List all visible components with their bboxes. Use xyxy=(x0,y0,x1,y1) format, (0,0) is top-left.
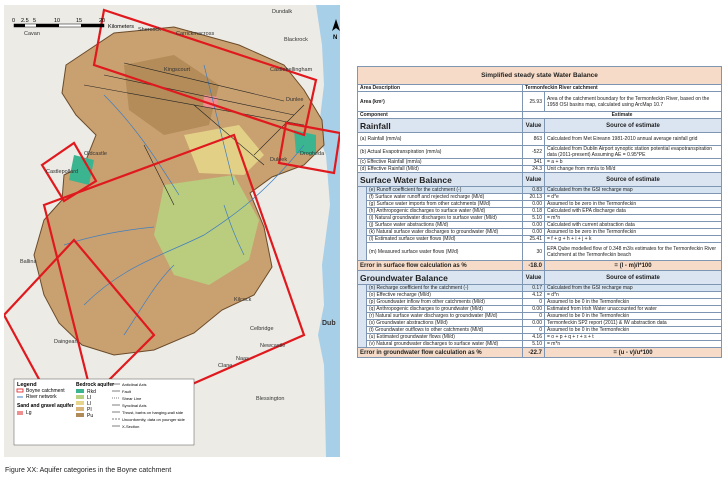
row-value: 0.00 xyxy=(523,201,545,208)
label-kilcock: Kilcock xyxy=(234,297,252,303)
legend-title: Legend xyxy=(17,382,37,388)
area-header: Area Description xyxy=(358,85,523,92)
figure-caption: Figure XX: Aquifer categories in the Boyne catchment xyxy=(5,467,172,474)
row-value: 0.00 xyxy=(523,320,545,327)
bedrock-item-pl: PI xyxy=(87,407,92,413)
line-item-2: Shear Line xyxy=(122,396,142,401)
row-label: (g) Surface water imports from other catchments (Ml/d) xyxy=(367,201,523,208)
catchment-name: Termonfeckin River catchment xyxy=(523,85,722,92)
side-label xyxy=(358,187,367,261)
row-source: Estimated from Irish Water unaccounted for water xyxy=(545,306,722,313)
row-label: (e) Runoff coefficient for the catchment (-) xyxy=(367,187,523,194)
table-title: Simplified steady state Water Balance xyxy=(358,67,722,85)
line-item-6: X-Section xyxy=(122,424,140,429)
section-title: Rainfall xyxy=(358,119,523,133)
row-value: 341 xyxy=(523,159,545,166)
error-value: -22.7 xyxy=(523,348,545,358)
row-value: 0.00 xyxy=(523,222,545,229)
label-oldcastle: Oldcastle xyxy=(84,151,107,157)
label-duleek: Duleek xyxy=(270,157,288,163)
map-legend xyxy=(14,379,194,445)
section-value-header: Value xyxy=(523,173,545,187)
scale-tick-5: 20 xyxy=(99,18,106,24)
error-formula: = (l - m)/l*100 xyxy=(545,261,722,271)
row-value: 4.16 xyxy=(523,334,545,341)
label-dundalk: Dundalk xyxy=(272,9,293,15)
line-item-0: Anticlinal Axis xyxy=(122,382,147,387)
row-source: = f + g + h + i + j + k xyxy=(545,236,722,243)
label-daingean: Daingean xyxy=(54,339,78,345)
row-value: 0 xyxy=(523,327,545,334)
row-label: (j) Surface water abstractions (Ml/d) xyxy=(367,222,523,229)
row-source: Calculated from the GSI recharge map xyxy=(545,187,722,194)
scale-tick-3: 10 xyxy=(54,18,61,24)
row-source: = d*n xyxy=(545,292,722,299)
label-kingscourt: Kingscourt xyxy=(164,67,190,73)
north-label: N xyxy=(333,35,338,41)
row-label: (d) Effective Rainfall (Ml/d) xyxy=(358,166,523,173)
section-source-header: Source of estimate xyxy=(545,271,722,285)
row-label: (n) Recharge coefficient for the catchment (-) xyxy=(367,285,523,292)
line-item-1: Fault xyxy=(122,389,131,394)
row-source: EPA Qube modelled flow of 0.348 m3/s estimates for the Termonfeckin River Catchment at the Termonfeckin beach xyxy=(545,243,722,261)
sand-title: Sand and gravel aquifer xyxy=(17,403,74,409)
error-label: Error in groundwater flow calculation as % xyxy=(358,348,523,358)
row-label: (f) Surface water runoff and rejected recharge (Ml/d) xyxy=(367,194,523,201)
row-value: 4.12 xyxy=(523,292,545,299)
scale-tick-2: 5 xyxy=(33,18,37,24)
sand-item-lg: Lg xyxy=(26,410,32,416)
section-source-header: Source of estimate xyxy=(545,173,722,187)
row-value: 0.83 xyxy=(523,187,545,194)
section-title: Groundwater Balance xyxy=(358,271,523,285)
label-naas: Naas xyxy=(236,356,249,362)
section-source-header: Source of estimate xyxy=(545,119,722,133)
label-blackrock: Blackrock xyxy=(284,37,308,43)
row-label: (a) Rainfall (mm/a) xyxy=(358,133,523,146)
scale-unit: Kilometers xyxy=(108,24,134,30)
area-label: Area (km²) xyxy=(358,92,523,112)
row-label: (i) Natural groundwater discharges to surface water (Ml/d) xyxy=(367,215,523,222)
scale-tick-4: 15 xyxy=(76,18,83,24)
row-value: 0 xyxy=(523,299,545,306)
label-newcastle: Newcastle xyxy=(260,343,286,349)
row-value: 863 xyxy=(523,133,545,146)
row-source: Termonfeckin SP2 report (2011) & IW abstraction data xyxy=(545,320,722,327)
bedrock-title: Bedrock aquifer xyxy=(76,382,115,388)
row-value: 24.3 xyxy=(523,166,545,173)
row-label: (m) Measured surface water flows (Ml/d) xyxy=(367,243,523,261)
label-castlepollard: Castlepollard xyxy=(46,169,79,175)
row-label: (h) Anthropogenic discharges to surface water (Ml/d) xyxy=(367,208,523,215)
row-value: 0.00 xyxy=(523,229,545,236)
water-balance-table xyxy=(357,66,722,358)
label-castlebellingham: Castlebellingham xyxy=(270,67,313,73)
label-ballina: Ballina xyxy=(20,259,37,265)
row-value: 5.10 xyxy=(523,215,545,222)
row-value: 20.13 xyxy=(523,194,545,201)
row-source: Assumed to be 0 in the Termonfeckin xyxy=(545,327,722,334)
line-item-3: Synclinal Axis xyxy=(122,403,147,408)
row-source: Calculated with EPA discharge data xyxy=(545,208,722,215)
section-value-header: Value xyxy=(523,271,545,285)
row-source: Assumed to be 0 in the Termonfeckin xyxy=(545,313,722,320)
row-value: 25.41 xyxy=(523,236,545,243)
row-source: Calculated from Dublin Airport synoptic station potential evapotranspiration data (2011-present) Assuming AE = 0.95*PE xyxy=(545,146,722,159)
label-clane: Clane xyxy=(218,363,233,369)
row-label: (c) Effective Rainfall (mm/a) xyxy=(358,159,523,166)
row-source: Calculated from Met Eireann 1981-2010 annual average rainfall grid xyxy=(545,133,722,146)
error-value: -18.0 xyxy=(523,261,545,271)
row-source: Assumed to be zero in the Termonfeckin xyxy=(545,229,722,236)
error-formula: = (u - v)/u*100 xyxy=(545,348,722,358)
bedrock-item-li: LI xyxy=(87,395,92,401)
label-dunlee: Dunlee xyxy=(286,97,304,103)
row-label: (u) Estimated groundwater flows (Ml/d) xyxy=(367,334,523,341)
row-label: (s) Groundwater abstractions (Ml/d) xyxy=(367,320,523,327)
row-value: 0.17 xyxy=(523,285,545,292)
label-carrickmacross: Carrickmacross xyxy=(176,31,215,37)
legend-item-catchment: Boyne catchment xyxy=(26,388,65,394)
scale-tick-1: 2.5 xyxy=(21,18,29,24)
row-value: 30 xyxy=(523,243,545,261)
scale-tick-0: 0 xyxy=(12,18,16,24)
legend-item-river: River network xyxy=(26,394,57,400)
row-source: = m*n xyxy=(545,215,722,222)
row-source: = d*e xyxy=(545,194,722,201)
legend-swatch-lg xyxy=(17,411,23,415)
row-value: 0.00 xyxy=(523,306,545,313)
row-label: (o) Effective recharge (Ml/d) xyxy=(367,292,523,299)
label-blessington: Blessington xyxy=(256,396,285,402)
estimate-label: Estimate xyxy=(523,112,722,119)
row-label: (p) Groundwater inflow from other catchments (Ml/d) xyxy=(367,299,523,306)
label-drogheda: Drogheda xyxy=(300,151,325,157)
line-item-5: Unconformity, data on younger side xyxy=(122,417,185,422)
error-label: Error in surface flow calculation as % xyxy=(358,261,523,271)
area-note: Area of the catchment boundary for the Termonfeckin River, based on the 1958 OSI basins map, calculated using ArcMap 10.7 xyxy=(545,92,722,112)
label-celbridge: Celbridge xyxy=(250,326,274,332)
row-source: Calculated from the GSI recharge map xyxy=(545,285,722,292)
bedrock-item-ll: Ll xyxy=(87,401,91,407)
row-source: = m*n xyxy=(545,341,722,348)
label-cavan: Cavan xyxy=(24,31,40,37)
label-dub: Dub xyxy=(322,320,336,327)
bedrock-item-rkd: Rkd xyxy=(87,389,96,395)
section-value-header: Value xyxy=(523,119,545,133)
aquifer-map xyxy=(4,5,340,457)
row-source: = a + b xyxy=(545,159,722,166)
row-value: -522 xyxy=(523,146,545,159)
row-source: Assumed to be 0 in the Termonfeckin xyxy=(545,299,722,306)
component-label: Component xyxy=(358,112,523,119)
row-label: (t) Groundwater outflows to other catchments (Ml/d) xyxy=(367,327,523,334)
row-label: (k) Natural surface water discharges to groundwater (Ml/d) xyxy=(367,229,523,236)
row-label: (b) Actual Evapotranspiration (mm/a) xyxy=(358,146,523,159)
row-source: Calculated with current abstraction data xyxy=(545,222,722,229)
row-source: Unit change from mm/a to Ml/d xyxy=(545,166,722,173)
row-value: 5.10 xyxy=(523,341,545,348)
area-value: 25.93 xyxy=(523,92,545,112)
section-title: Surface Water Balance xyxy=(358,173,523,187)
row-label: (r) Natural surface water discharges to groundwater (Ml/d) xyxy=(367,313,523,320)
row-label: (v) Natural groundwater discharges to surface water (Ml/d) xyxy=(367,341,523,348)
row-label: (l) Estimated surface water flows (Ml/d) xyxy=(367,236,523,243)
row-label: (q) Anthropogenic discharges to groundwater (Ml/d) xyxy=(367,306,523,313)
row-source: Assumed to be zero in the Termonfeckin xyxy=(545,201,722,208)
side-label xyxy=(358,285,367,348)
row-value: 0 xyxy=(523,313,545,320)
row-source: = o + p + q + r + s + t xyxy=(545,334,722,341)
bedrock-item-pu: Pu xyxy=(87,413,94,419)
row-value: 0.18 xyxy=(523,208,545,215)
label-shercock: Shercock xyxy=(138,27,161,33)
line-item-4: Thrust, barbs on hanging-wall side xyxy=(122,410,184,415)
